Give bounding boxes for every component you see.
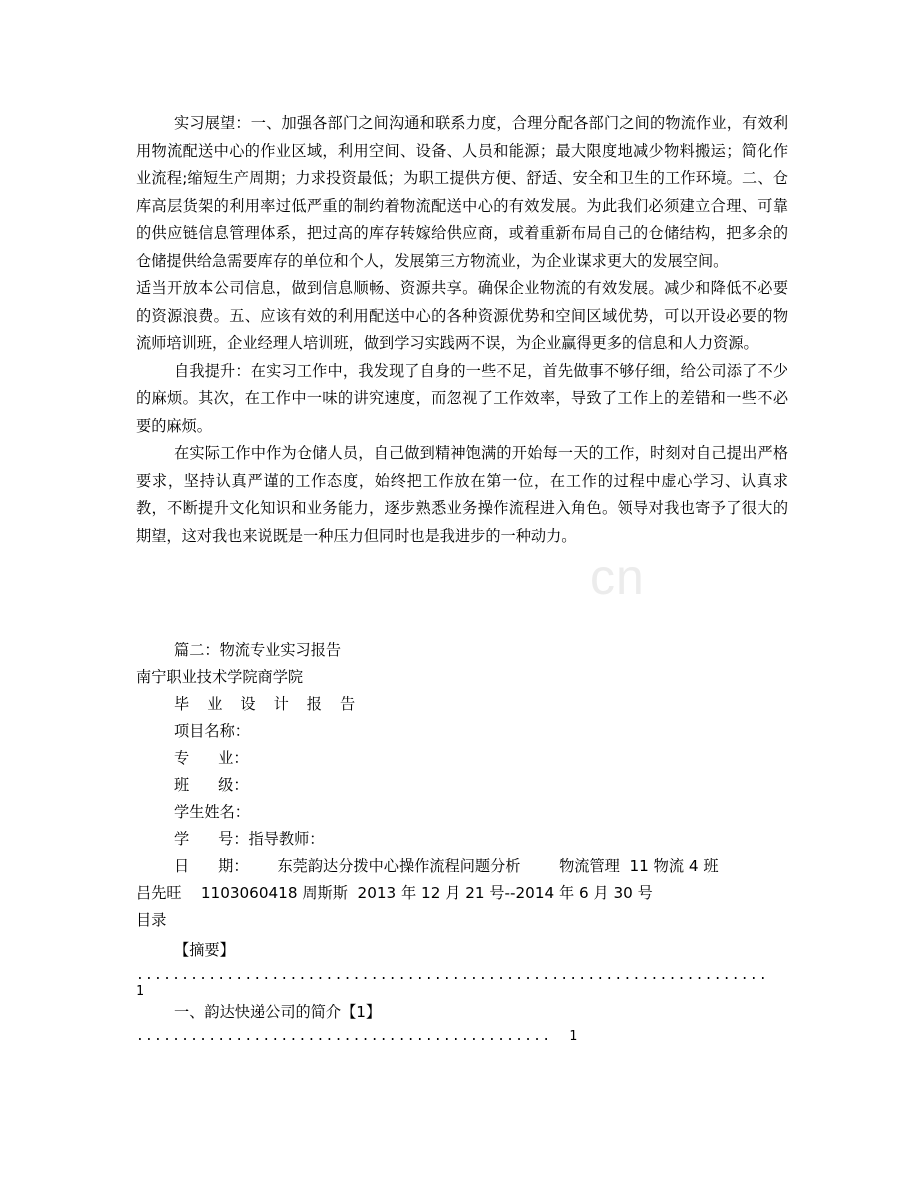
student-info-line: 吕先旺 1103060418 周斯斯 2013 年 12 月 21 号--2014 年 6 月 30 号 — [136, 884, 653, 902]
toc-item-leader — [136, 1027, 578, 1047]
field-student-name: 学生姓名： — [174, 803, 250, 821]
field-student-id-teacher: 学 号：指导教师： — [174, 830, 325, 848]
paragraph-information-sharing: 适当开放本公司信息，做到信息顺畅、资源共享。确保企业物流的有效发展。减少和降低不必要的资源浪费。五、应该有效的利用配送中心的各种资源优势和空间区域优势，可以开设必要的物流师培训班，企业经理人培训班，做到学习实践两不误，为企业赢得更多的信息和人力资源。 — [136, 279, 788, 352]
school-name: 南宁职业技术学院商学院 — [136, 668, 304, 686]
toc-item-company-intro: 一、韵达快递公司的简介【1】 — [174, 1003, 382, 1021]
toc-heading: 目录 — [136, 911, 167, 929]
toc-item-dots: .............................................. — [136, 1029, 552, 1044]
field-project-name: 项目名称： — [174, 722, 250, 740]
watermark: cn — [590, 549, 645, 605]
field-major: 专 业： — [174, 749, 249, 767]
internship-outlook-section — [136, 110, 788, 550]
section-heading: 篇二：物流专业实习报告 — [174, 641, 342, 659]
paragraph-self-improvement: 自我提升：在实习工作中，我发现了自身的一些不足，首先做事不够仔细，给公司添了不少的麻烦。其次，在工作中一味的讲究速度，而忽视了工作效率，导致了工作上的差错和一些不必要的麻烦。 — [136, 361, 788, 435]
paragraph-outlook: 实习展望：一、加强各部门之间沟通和联系力度，合理分配各部门之间的物流作业，有效利用物流配送中心的作业区域，利用空间、设备、人员和能源；最大限度地减少物料搬运；简化作业流程;缩短生产周期；力求投资最低；为职工提供方便、舒适、安全和卫生的工作环境。二、仓库高层货架的利用率过低严重的制约着物流配送中心的有效发展。为此我们必须建立合理、可靠的供应链信息管理体系，把过高的库存转嫁给供应商，或着重新布局自己的仓储结构，把多余的仓储提供给急需要库存的单位和个人，发展第三方物流业，为企业谋求更大的发展空间。 — [136, 114, 788, 270]
toc-abstract: 【摘要】 — [174, 941, 235, 959]
toc-abstract-page-number: 1 — [136, 984, 146, 999]
toc-abstract-leader: ...................................................................... — [136, 968, 768, 983]
report-title: 毕业设计报告 — [174, 695, 374, 713]
field-class: 班 级： — [174, 776, 249, 794]
toc-item-page-number: 1 — [569, 1029, 579, 1044]
field-date-project-info: 日 期： 东莞韵达分拨中心操作流程问题分析 物流管理 11 物流 4 班 — [174, 857, 719, 875]
paragraph-work-attitude: 在实际工作中作为仓储人员，自己做到精神饱满的开始每一天的工作，时刻对自己提出严格要求，坚持认真严谨的工作态度，始终把工作放在第一位，在工作的过程中虚心学习、认真求教，不断提升文化知识和业务能力，逐步熟悉业务操作流程进入角色。领导对我也寄予了很大的期望，这对我也来说既是一种压力但同时也是我进步的一种动力。 — [136, 444, 788, 545]
